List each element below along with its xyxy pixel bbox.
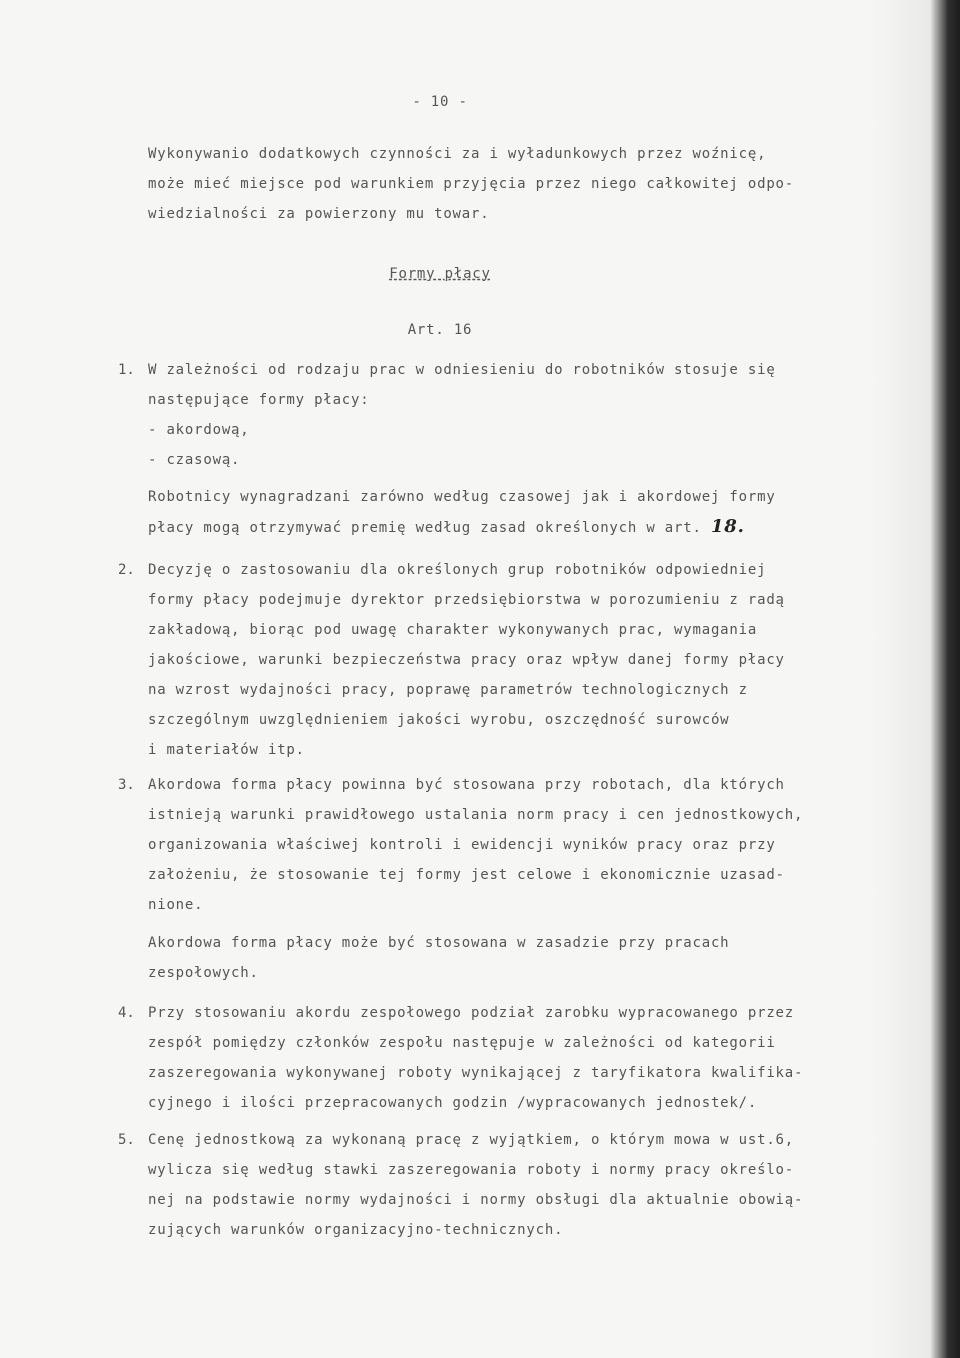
premium-line-1: Robotnicy wynagradzani zarówno według czasowej jak i akordowej formy — [148, 489, 776, 505]
point-2-line-6: szczególnym uwzględnieniem jakości wyrobu, oszczędność surowców — [148, 712, 730, 728]
point-4-line-3: zaszeregowania wykonywanej roboty wynikającej z taryfikatora kwalifika- — [148, 1065, 804, 1081]
point-2-line-5: na wzrost wydajności pracy, poprawę parametrów technologicznych z — [148, 682, 748, 698]
point-4-number: 4. — [118, 1005, 135, 1021]
team-line-2: zespołowych. — [148, 965, 259, 981]
point-2-line-1: Decyzję o zastosowaniu dla określonych grup robotników odpowiedniej — [148, 562, 767, 578]
page-number: - 10 - — [412, 94, 468, 110]
point-2-line-3: zakładową, biorąc pod uwagę charakter wykonywanych prac, wymagania — [148, 622, 758, 638]
scan-dark-edge — [870, 0, 960, 1358]
point-2-line-4: jakościowe, warunki bezpieczeństwa pracy oraz wpływ danej formy płacy — [148, 652, 785, 668]
point-3-line-2: istnieją warunki prawidłowego ustalania norm pracy i cen jednostkowych, — [148, 807, 804, 823]
point-1-line-4: - czasową. — [148, 452, 241, 468]
handwritten-article-number: 18. — [710, 516, 745, 537]
point-4-line-1: Przy stosowaniu akordu zespołowego podział zarobku wypracowanego przez — [148, 1005, 795, 1021]
intro-line-1: Wykonywanio dodatkowych czynności za i wyładunkowych przez woźnicę, — [148, 146, 767, 162]
premium-line-2 — [148, 517, 745, 538]
point-3-line-3: organizowania właściwej kontroli i ewidencji wyników pracy oraz przy — [148, 837, 776, 853]
intro-line-2: może mieć miejsce pod warunkiem przyjęcia przez niego całkowitej odpo- — [148, 176, 795, 192]
point-3-line-5: nione. — [148, 897, 204, 913]
point-1-number: 1. — [118, 362, 135, 378]
team-line-1: Akordowa forma płacy może być stosowana w zasadzie przy pracach — [148, 935, 730, 951]
point-3-number: 3. — [118, 777, 135, 793]
point-5-line-4: zujących warunków organizacyjno-technicznych. — [148, 1222, 564, 1238]
section-heading: Formy płacy — [389, 266, 491, 282]
point-3-line-1: Akordowa forma płacy powinna być stosowana przy robotach, dla których — [148, 777, 785, 793]
point-4-line-2: zespół pomiędzy członków zespołu następuje w zależności od kategorii — [148, 1035, 776, 1051]
point-3-line-4: założeniu, że stosowanie tej formy jest celowe i ekonomicznie uzasad- — [148, 867, 785, 883]
point-2-line-2: formy płacy podejmuje dyrektor przedsiębiorstwa w porozumieniu z radą — [148, 592, 785, 608]
article-heading: Art. 16 — [407, 322, 473, 338]
point-5-line-1: Cenę jednostkową za wykonaną pracę z wyjątkiem, o którym mowa w ust.6, — [148, 1132, 795, 1148]
point-5-line-3: nej na podstawie normy wydajności i normy obsługi dla aktualnie obowią- — [148, 1192, 804, 1208]
point-2-number: 2. — [118, 562, 135, 578]
point-5-line-2: wylicza się według stawki zaszeregowania roboty i normy pracy określo- — [148, 1162, 795, 1178]
point-4-line-4: cyjnego i ilości przepracowanych godzin /wypracowanych jednostek/. — [148, 1095, 758, 1111]
point-1-line-3: - akordową, — [148, 422, 250, 438]
point-1-line-2: następujące formy płacy: — [148, 392, 370, 408]
point-5-number: 5. — [118, 1132, 135, 1148]
point-1-line-1: W zależności od rodzaju prac w odniesieniu do robotników stosuje się — [148, 362, 776, 378]
premium-line-2-text: płacy mogą otrzymywać premię według zasad określonych w art. — [148, 520, 702, 536]
intro-line-3: wiedzialności za powierzony mu towar. — [148, 206, 490, 222]
point-2-line-7: i materiałów itp. — [148, 742, 305, 758]
